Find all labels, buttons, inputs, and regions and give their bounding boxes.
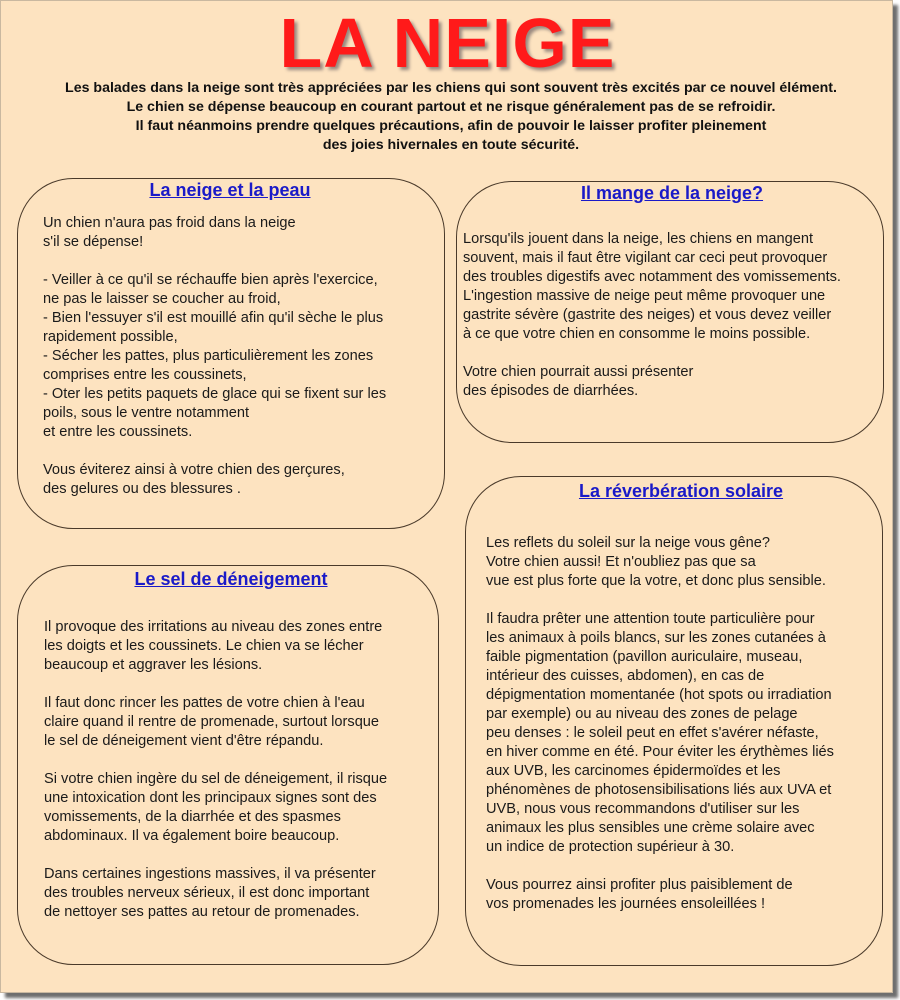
text-line: - Veiller à ce qu'il se réchauffe bien après l'exercice, (43, 272, 378, 288)
text-line: les animaux à poils blancs, sur les zones cutanées à (486, 630, 826, 646)
text-line: des troubles digestifs avec notamment des vomissements. (463, 269, 841, 285)
section-sel-deneigement-text (44, 618, 387, 922)
text-line: Vous éviterez ainsi à votre chien des gerçures, (43, 462, 345, 478)
text-line: le sel de déneigement vient d'être répandu. (44, 733, 324, 749)
intro-line: Il faut néanmoins prendre quelques précautions, afin de pouvoir le laisser profiter pleinement (135, 118, 767, 134)
section-neige-peau (17, 178, 445, 529)
text-line: Dans certaines ingestions massives, il va présenter (44, 866, 376, 882)
text-line: comprises entre les coussinets, (43, 367, 247, 383)
text-line: UVB, nous vous recommandons d'utiliser sur les (486, 801, 800, 817)
text-line: Il faut donc rincer les pattes de votre chien à l'eau (44, 695, 365, 711)
text-line: beaucoup et aggraver les lésions. (44, 657, 263, 673)
text-line (43, 442, 386, 461)
text-line: dépigmentation momentanée (hot spots ou irradiation (486, 687, 832, 703)
text-line (44, 846, 387, 865)
text-line: à ce que votre chien en consomme le moins possible. (463, 326, 811, 342)
intro-line: Le chien se dépense beaucoup en courant partout et ne risque généralement pas de se refroidir. (126, 99, 776, 115)
text-line: Lorsqu'ils jouent dans la neige, les chiens en mangent (463, 231, 814, 247)
text-line: Il provoque des irritations au niveau des zones entre (44, 619, 383, 635)
text-line: Votre chien pourrait aussi présenter (463, 364, 694, 380)
text-line: peu denses : le soleil peut en effet s'avérer néfaste, (486, 725, 819, 741)
intro-line: Les balades dans la neige sont très appréciées par les chiens qui sont souvent très excités par ce nouvel élément. (65, 80, 837, 96)
text-line (44, 675, 387, 694)
text-line: un indice de protection supérieur à 30. (486, 839, 735, 855)
section-sel-deneigement (17, 565, 439, 965)
text-line: gastrite sévère (gastrite des neiges) et vous devez veiller (463, 307, 832, 323)
text-line: faible pigmentation (pavillon auriculaire, museau, (486, 649, 803, 665)
intro-paragraph (1, 79, 900, 155)
section-reverberation-solaire-title[interactable]: La réverbération solaire (578, 481, 784, 501)
text-line: poils, sous le ventre notamment (43, 405, 250, 421)
text-line: s'il se dépense! (43, 234, 144, 250)
text-line: Vous pourrez ainsi profiter plus paisiblement de (486, 877, 793, 893)
text-line: vos promenades les journées ensoleillées ! (486, 896, 766, 912)
section-reverberation-solaire-text (486, 534, 834, 914)
text-line (463, 344, 841, 363)
text-line: par exemple) ou au niveau des zones de pelage (486, 706, 798, 722)
section-reverberation-solaire (465, 476, 883, 966)
text-line: les doigts et les coussinets. Le chien va se lécher (44, 638, 364, 654)
text-line: - Oter les petits paquets de glace qui se fixent sur les (43, 386, 387, 402)
text-line: des troubles nerveux sérieux, il est donc important (44, 885, 370, 901)
text-line: vue est plus forte que la votre, et donc plus sensible. (486, 573, 826, 589)
text-line: aux UVB, les carcinomes épidermoïdes et les (486, 763, 781, 779)
text-line: de nettoyer ses pattes au retour de promenades. (44, 904, 360, 920)
text-line: Les reflets du soleil sur la neige vous gêne? (486, 535, 770, 551)
text-line: et entre les coussinets. (43, 424, 193, 440)
text-line: souvent, mais il faut être vigilant car ceci peut provoquer (463, 250, 828, 266)
text-line: ne pas le laisser se coucher au froid, (43, 291, 281, 307)
text-line: animaux les plus sensibles une crème solaire avec (486, 820, 815, 836)
text-line: Il faudra prêter une attention toute particulière pour (486, 611, 815, 627)
section-mange-neige-title[interactable]: Il mange de la neige? (580, 183, 764, 203)
text-line: rapidement possible, (43, 329, 178, 345)
section-sel-deneigement-title[interactable]: Le sel de déneigement (134, 569, 328, 589)
text-line: en hiver comme en été. Pour éviter les érythèmes liés (486, 744, 834, 760)
text-line (486, 857, 834, 876)
intro-line: des joies hivernales en toute sécurité. (322, 137, 580, 153)
section-mange-neige-text (463, 230, 841, 401)
text-line: intérieur des cuisses, abdomen), en cas de (486, 668, 765, 684)
section-neige-peau-title[interactable]: La neige et la peau (149, 180, 311, 200)
text-line: L'ingestion massive de neige peut même provoquer une (463, 288, 826, 304)
text-line: Votre chien aussi! Et n'oubliez pas que sa (486, 554, 756, 570)
text-line: une intoxication dont les principaux signes sont des (44, 790, 377, 806)
page-title: LA NEIGE (279, 4, 616, 82)
text-line (486, 591, 834, 610)
text-line: abdominaux. Il va également boire beaucoup. (44, 828, 340, 844)
section-mange-neige (456, 181, 884, 443)
text-line: vomissements, de la diarrhée et des spasmes (44, 809, 341, 825)
text-line: des épisodes de diarrhées. (463, 383, 639, 399)
text-line: - Bien l'essuyer s'il est mouillé afin qu'il sèche le plus (43, 310, 384, 326)
text-line (44, 751, 387, 770)
text-line: - Sécher les pattes, plus particulièrement les zones (43, 348, 374, 364)
text-line: Si votre chien ingère du sel de déneigement, il risque (44, 771, 388, 787)
section-neige-peau-text (43, 214, 386, 499)
text-line (43, 252, 386, 271)
text-line: phénomènes de photosensibilisations liés aux UVA et (486, 782, 832, 798)
text-line: claire quand il rentre de promenade, surtout lorsque (44, 714, 380, 730)
text-line: Un chien n'aura pas froid dans la neige (43, 215, 296, 231)
text-line: des gelures ou des blessures . (43, 481, 241, 497)
